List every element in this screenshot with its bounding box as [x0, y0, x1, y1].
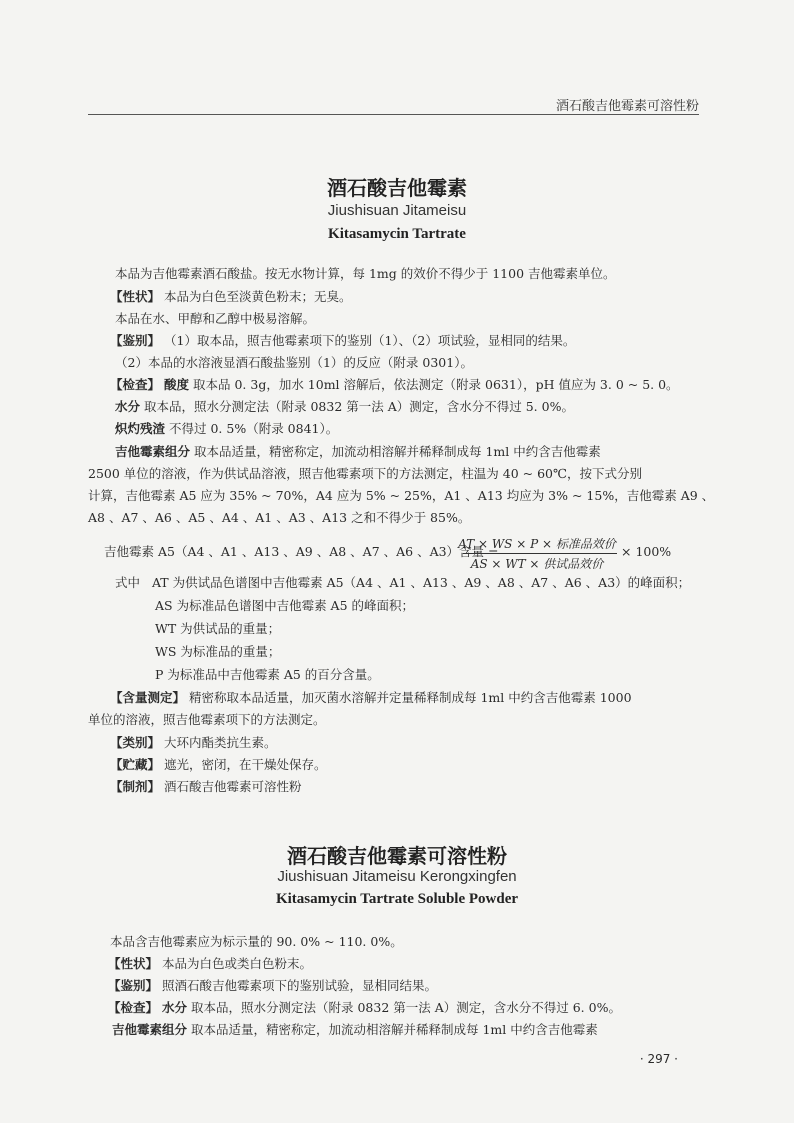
- assay-label: 【含量测定】: [110, 690, 186, 705]
- monograph-2-identification: [108, 977, 437, 995]
- component-line-2: 2500 单位的溶液，作为供试品溶液，照吉他霉素项下的方法测定，柱温为 40 ~ 60℃，按下式分别: [88, 466, 642, 481]
- properties-text: 本品为白色至淡黄色粉末；无臭。: [164, 289, 352, 304]
- formula-numerator: AT × WS × P × 标准品效价: [458, 537, 616, 551]
- monograph-2-tests-label: 【检查】: [108, 1000, 159, 1015]
- ash-text: 不得过 0. 5%（附录 0841）。: [169, 421, 339, 436]
- ash-label: 炽灼残渣: [115, 421, 166, 436]
- preparation-label: 【制剂】: [110, 779, 161, 794]
- preparation-text: 酒石酸吉他霉素可溶性粉: [164, 779, 302, 794]
- storage-text: 遮光，密闭，在干燥处保存。: [164, 757, 327, 772]
- monograph-2-identification-text: 照酒石酸吉他霉素项下的鉴别试验，显相同结果。: [162, 978, 438, 993]
- monograph-title-pinyin: Jiushisuan Jitameisu: [327, 202, 467, 219]
- intro-text: 本品为吉他霉素酒石酸盐。按无水物计算，每 1mg 的效价不得少于 1100 吉他霉素单位。: [115, 266, 616, 281]
- where-line-5: P 为标准品中吉他霉素 A5 的百分含量。: [155, 667, 380, 682]
- monograph-2-properties-text: 本品为白色或类白色粉末。: [162, 956, 313, 971]
- where-line-4: WS 为标准品的重量；: [155, 644, 281, 659]
- monograph-2-water-text: 取本品，照水分测定法（附录 0832 第一法 A）测定，含水分不得过 6. 0%。: [191, 1000, 621, 1015]
- ash-section: [115, 420, 338, 438]
- header-rule: [88, 114, 699, 115]
- where-text-1: AT 为供试品色谱图中吉他霉素 A5（A4 、A1 、A13 、A9 、A8 、A7 、A6 、A3）的峰面积；: [151, 575, 691, 590]
- monograph-2-component: [112, 1021, 598, 1039]
- monograph-2-title-cn: 酒石酸吉他霉素可溶性粉: [287, 844, 507, 868]
- assay-section: [110, 689, 632, 707]
- tests-section: [110, 376, 679, 394]
- monograph-title-en: Kitasamycin Tartrate: [328, 226, 466, 242]
- water-label: 水分: [115, 399, 141, 414]
- solubility-text: 本品在水、甲醇和乙醇中极易溶解。: [115, 311, 316, 326]
- monograph-2-tests: [108, 999, 621, 1017]
- acidity-text: 取本品 0. 3g，加水 10ml 溶解后，依法测定（附录 0631），pH 值应为 3. 0 ~ 5. 0。: [193, 377, 679, 392]
- where-line-1: [115, 574, 690, 592]
- monograph-2-title-en: Kitasamycin Tartrate Soluble Powder: [275, 891, 519, 907]
- assay-line-2: 单位的溶液，照吉他霉素项下的方法测定。: [88, 712, 326, 727]
- component-line-3: 计算，吉他霉素 A5 应为 35% ~ 70%，A4 应为 5% ~ 25%，A1 、A13 均应为 3% ~ 15%，吉他霉素 A9 、: [88, 488, 715, 503]
- monograph-2-water-label: 水分: [162, 1000, 188, 1015]
- where-line-3: WT 为供试品的重量；: [155, 621, 281, 636]
- properties-section: [110, 288, 352, 306]
- acidity-label: 酸度: [164, 377, 190, 392]
- component-section: [115, 443, 601, 461]
- monograph-2-component-line-1: 取本品适量，精密称定，加流动相溶解并稀释制成每 1ml 中约含吉他霉素: [191, 1022, 598, 1037]
- identification-text: （1）取本品，照吉他霉素项下的鉴别（1）、（2）项试验，显相同的结果。: [164, 333, 576, 348]
- storage-section: [110, 756, 327, 774]
- identification-section: [110, 332, 575, 350]
- monograph-2-identification-label: 【鉴别】: [108, 978, 159, 993]
- formula-lhs: 吉他霉素 A5（A4 、A1 、A13 、A9 、A8 、A7 、A6 、A3）含量 =: [104, 544, 499, 559]
- identification-label: 【鉴别】: [110, 333, 161, 348]
- monograph-2-intro: 本品含吉他霉素应为标示量的 90. 0% ~ 110. 0%。: [110, 934, 403, 949]
- component-line-4: A8 、A7 、A6 、A5 、A4 、A1 、A3 、A13 之和不得少于 85%。: [88, 510, 471, 525]
- tests-label: 【检查】: [110, 377, 161, 392]
- monograph-2-component-label: 吉他霉素组分: [112, 1022, 188, 1037]
- where-label: 式中: [115, 575, 141, 590]
- where-line-2: AS 为标准品色谱图中吉他霉素 A5 的峰面积；: [155, 598, 414, 613]
- assay-line-1: 精密称取本品适量，加灭菌水溶解并定量稀释制成每 1ml 中约含吉他霉素 1000: [189, 690, 632, 705]
- monograph-title-cn: 酒石酸吉他霉素: [327, 176, 467, 200]
- category-section: [110, 734, 277, 752]
- page-number: · 297 ·: [639, 1052, 678, 1066]
- fraction-bar: [463, 553, 617, 554]
- component-line-1: 取本品适量，精密称定，加流动相溶解并稀释制成每 1ml 中约含吉他霉素: [194, 444, 601, 459]
- monograph-2-properties: [108, 955, 312, 973]
- running-header: 酒石酸吉他霉素可溶性粉: [555, 99, 699, 114]
- identification-2-text: （2）本品的水溶液显酒石酸盐鉴别（1）的反应（附录 0301）。: [115, 355, 473, 370]
- formula-denominator: AS × WT × 供试品效价: [470, 557, 604, 571]
- properties-label: 【性状】: [110, 289, 161, 304]
- component-label: 吉他霉素组分: [115, 444, 191, 459]
- monograph-2-title-pinyin: Jiushisuan Jitameisu Kerongxingfen: [277, 868, 517, 885]
- category-label: 【类别】: [110, 735, 161, 750]
- category-text: 大环内酯类抗生素。: [164, 735, 277, 750]
- water-section: [115, 398, 574, 416]
- water-text: 取本品，照水分测定法（附录 0832 第一法 A）测定，含水分不得过 5. 0%。: [144, 399, 574, 414]
- storage-label: 【贮藏】: [110, 757, 161, 772]
- monograph-2-properties-label: 【性状】: [108, 956, 159, 971]
- formula-rhs: × 100%: [621, 544, 672, 559]
- preparation-section: [110, 778, 302, 796]
